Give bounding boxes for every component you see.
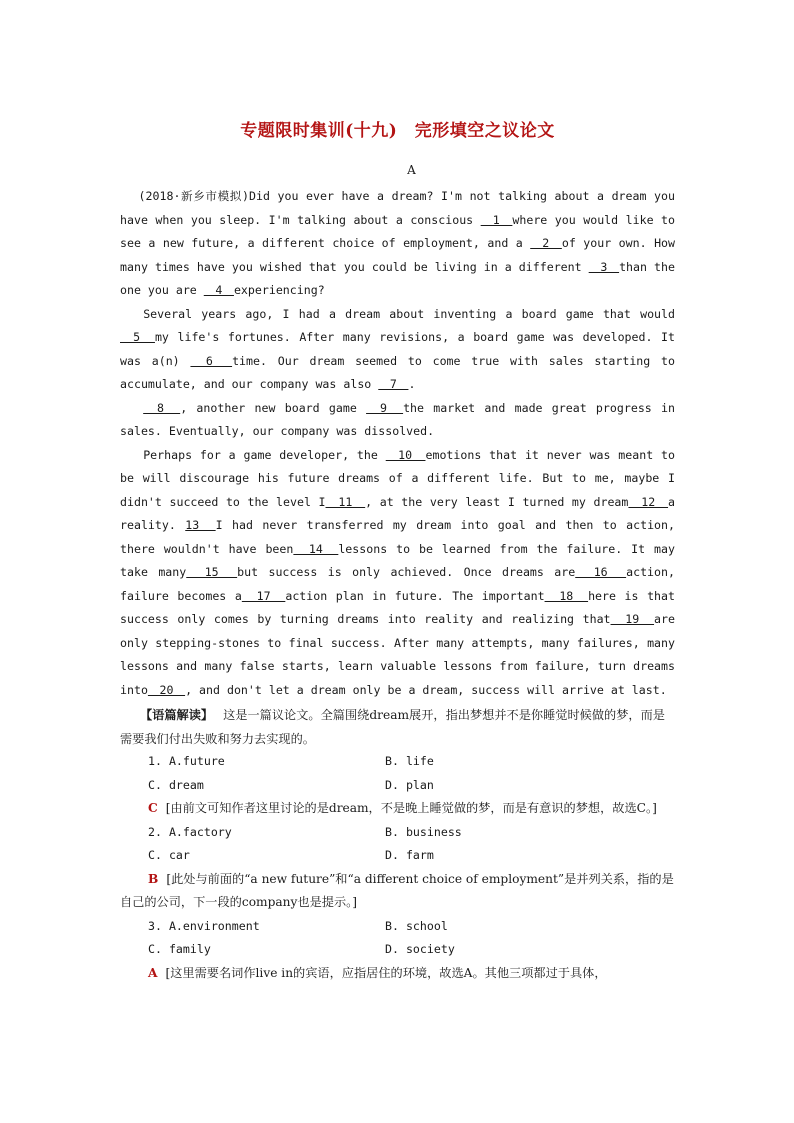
cloze-blank: 17: [241, 588, 286, 603]
question-item: [120, 915, 675, 986]
cloze-blank: 20: [147, 682, 186, 697]
option-d: D. society: [385, 942, 455, 956]
answer-explanation: [120, 797, 675, 821]
passage-text: emotions that it never was meant to be will discourage his future dreams of a different life. But to me, maybe I didn't succeed to the level I: [120, 447, 675, 509]
passage-paragraph-2: [120, 303, 675, 397]
passage-text: , at the very least I turned my dream: [365, 494, 629, 509]
passage-text: where you would like to see a new future, a different choice of employment, and a: [120, 212, 676, 250]
option-d: D. farm: [385, 848, 434, 862]
cloze-blank: 9: [366, 400, 404, 415]
cloze-blank: 12: [628, 494, 669, 509]
answer-letter: C: [148, 801, 158, 815]
cloze-blank: 2: [530, 236, 562, 250]
discourse-analysis: [120, 704, 675, 751]
passage-text: action, failure becomes a: [120, 565, 675, 603]
section-label: A: [407, 163, 416, 177]
cloze-blank: 10: [385, 447, 426, 462]
answer-letter: B: [148, 871, 159, 886]
passage-paragraph-3: [120, 397, 675, 444]
passage-text: here is that success only comes by turning dreams into reality and realizing that: [120, 588, 675, 626]
passage-text: lessons to be learned from the failure. It may take many: [120, 541, 675, 579]
question-list: [120, 750, 675, 985]
passage-text: Several years ago, I had a dream about inventing a board game that would: [143, 306, 675, 321]
cloze-blank: 11: [325, 494, 366, 509]
question-item: [120, 821, 675, 915]
cloze-blank: 16: [575, 565, 627, 579]
option-c: C. family: [148, 942, 211, 956]
passage-text: (2018·新乡市模拟)Did you ever have a dream? I'm not talking about a dream you have when you sleep. I'm talking about a conscious: [120, 189, 675, 227]
passage-paragraph-4: [120, 444, 675, 703]
passage-text: but success is only achieved. Once dreams are: [237, 565, 576, 579]
cloze-blank: 13: [185, 518, 216, 532]
passage-paragraph-1: [120, 185, 675, 303]
explanation-text: [此处与前面的“a new future”和“a different choice of employment”是并列关系，指的是自己的公司，下一段的company也是提示。]: [120, 871, 674, 909]
option-b: B. business: [385, 824, 462, 839]
answer-explanation: [120, 868, 675, 915]
passage-text: .: [408, 377, 416, 391]
analysis-text: 这是一篇议论文。全篇围绕dream展开，指出梦想并不是你睡觉时候做的梦，而是需要我们付出失败和努力去实现的。: [120, 708, 665, 746]
cloze-blank: 6: [190, 353, 233, 368]
cloze-blank: 8: [143, 400, 181, 415]
cloze-blank: 18: [544, 588, 589, 603]
answer-explanation: [120, 962, 675, 986]
cloze-blank: 14: [293, 541, 339, 556]
answer-letter: A: [148, 965, 158, 980]
option-d: D. plan: [385, 777, 434, 792]
passage-text: the market and made great progress in sales. Eventually, our company was dissolved.: [120, 400, 675, 438]
explanation-text: [这里需要名词作live in的宾语，应指居住的环境，故选A。其他三项都过于具体，: [165, 965, 607, 980]
question-item: [120, 750, 675, 821]
option-c: C. car: [148, 848, 190, 862]
option-b: B. life: [385, 754, 434, 768]
analysis-tag: 【语篇解读】: [140, 708, 214, 722]
cloze-blank: 5: [120, 330, 155, 344]
passage-text: , and don't let a dream only be a dream, success will arrive at last.: [185, 682, 667, 697]
passage-text: , another new board game: [180, 400, 367, 415]
passage-text: of your own. How many times have you wished that you could be living in a different: [120, 236, 676, 274]
passage-text: Perhaps for a game developer, the: [143, 447, 386, 462]
passage-text: time. Our dream seemed to come true with sales starting to accumulate, and our company was also: [120, 353, 676, 391]
passage-text: my life's fortunes. After many revisions, a board game was developed. It was a(n): [120, 330, 676, 368]
cloze-blank: 1: [480, 212, 513, 227]
passage-text: experiencing?: [233, 283, 325, 297]
cloze-blank: 15: [186, 565, 238, 579]
passage-text: than the one you are: [120, 259, 675, 297]
cloze-blank: 4: [203, 283, 234, 297]
cloze-blank: 7: [378, 377, 409, 391]
passage-text: a reality.: [120, 494, 676, 532]
cloze-passage: [120, 185, 675, 702]
passage-text: action plan in future. The important: [285, 588, 545, 603]
cloze-blank: 19: [610, 612, 655, 626]
option-b: B. school: [385, 918, 448, 933]
passage-text: are only stepping-stones to final success. After many attempts, many failures, many lessons and many false starts, learn valuable lessons from failure, turn dreams into: [120, 612, 675, 697]
option-c: C. dream: [148, 777, 204, 792]
option-a: 1. A.future: [148, 754, 225, 768]
explanation-text: [由前文可知作者这里讨论的是dream，不是晚上睡觉做的梦，而是有意识的梦想，故选C。]: [165, 801, 657, 815]
page-title: 专题限时集训(十九) 完形填空之议论文: [240, 121, 555, 141]
option-a: 3. A.environment: [148, 918, 260, 933]
cloze-blank: 3: [588, 259, 620, 274]
passage-text: I had never transferred my dream into goal and then to action, there wouldn't have been: [120, 518, 675, 556]
option-a: 2. A.factory: [148, 824, 232, 839]
